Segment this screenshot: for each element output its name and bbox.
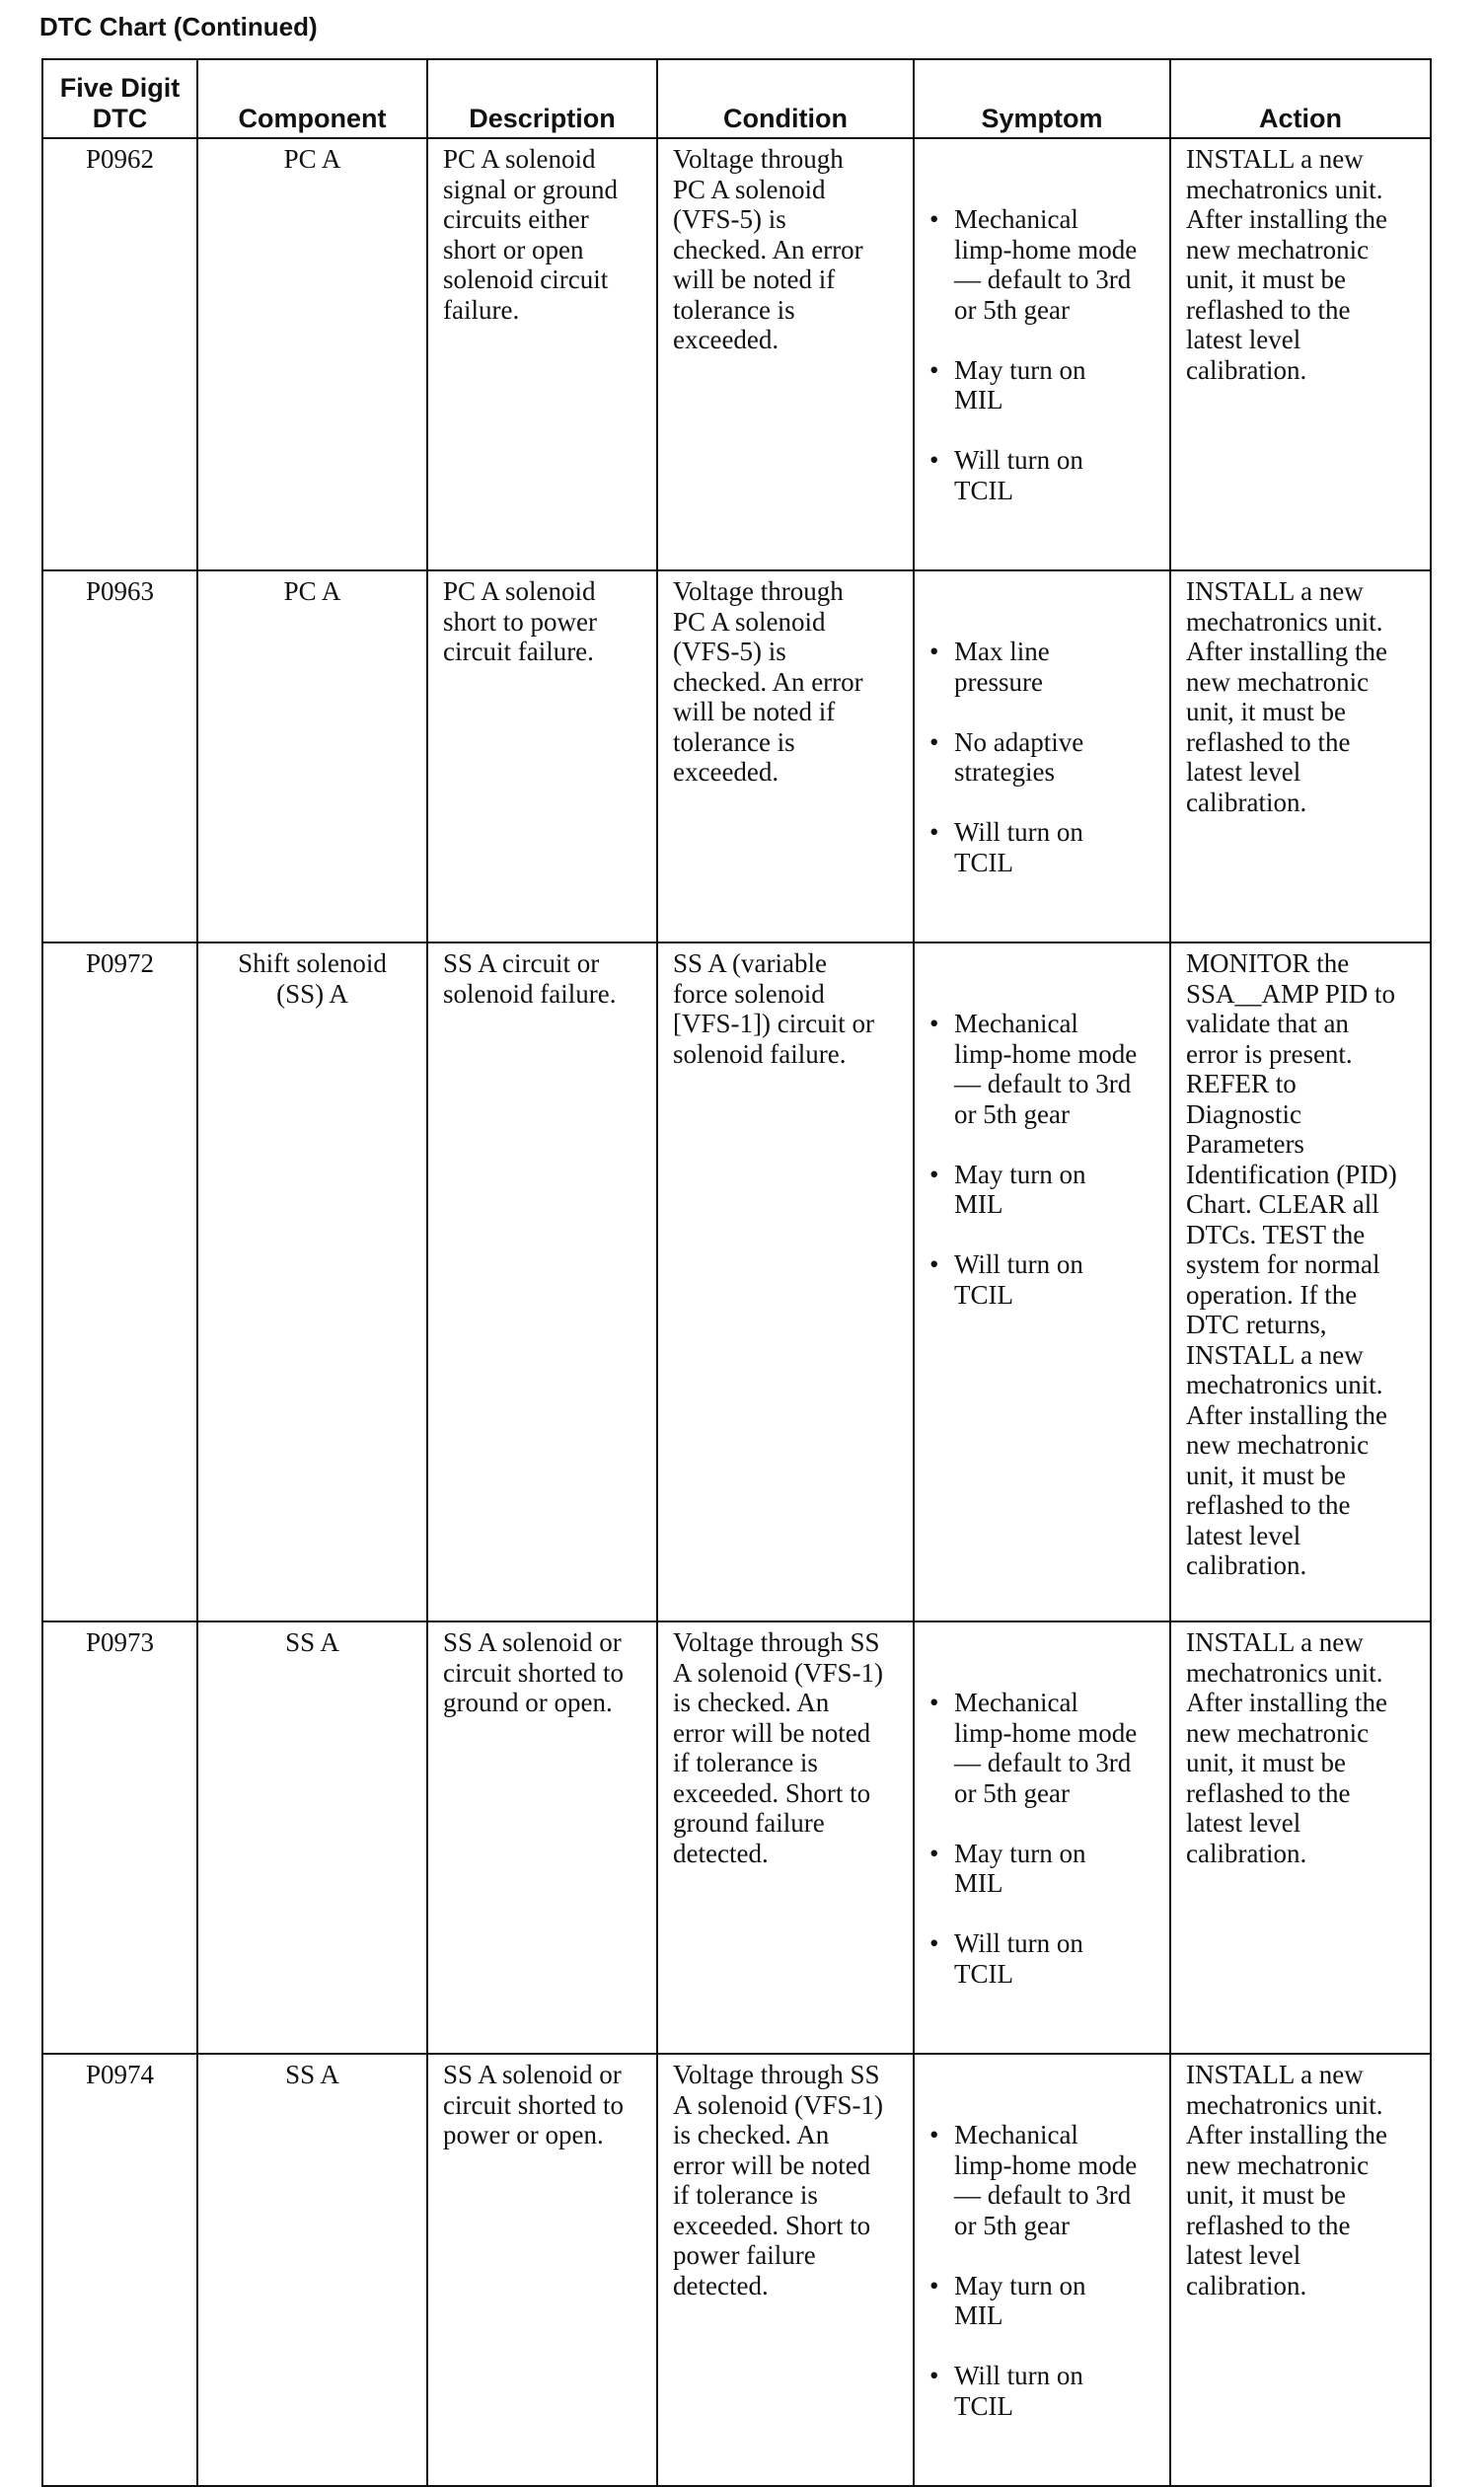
action-cell: MONITOR the SSA__AMP PID to validate that an error is present. REFER to Diagnostic Parameters Identification (PID) Chart. CLEAR all DTCs. TEST the system for normal operation. If the DTC returns, INSTALL a new mechatronics unit. After installing the new mechatronic unit, it must be reflashed to the latest level calibration. bbox=[1170, 942, 1431, 1621]
dtc-chart-table bbox=[41, 58, 1432, 2487]
symptom-list bbox=[929, 1658, 1163, 2019]
header-condition: Condition bbox=[657, 59, 914, 138]
condition-cell: Voltage through SS A solenoid (VFS-1) is checked. An error will be noted if tolerance is exceeded. Short to ground failure detected. bbox=[657, 1621, 914, 2054]
symptom-cell bbox=[914, 2054, 1170, 2486]
symptom-item: • Will turn on TCIL bbox=[929, 2361, 1083, 2421]
bullet-icon: • bbox=[929, 637, 939, 666]
dtc-code: P0973 bbox=[42, 1621, 197, 2054]
action-cell: INSTALL a new mechatronics unit. After installing the new mechatronic unit, it must be reflashed to the latest level calibration. bbox=[1170, 570, 1431, 942]
symptom-list bbox=[929, 607, 1163, 908]
component-cell: PC A bbox=[197, 570, 427, 942]
header-description: Description bbox=[427, 59, 657, 138]
symptom-item: • May turn on MIL bbox=[929, 354, 1086, 414]
dtc-code: P0962 bbox=[42, 138, 197, 570]
action-cell: INSTALL a new mechatronics unit. After installing the new mechatronic unit, it must be reflashed to the latest level calibration. bbox=[1170, 2054, 1431, 2486]
symptom-list bbox=[929, 2090, 1163, 2451]
bullet-icon: • bbox=[929, 1928, 939, 1958]
bullet-icon: • bbox=[929, 1838, 939, 1868]
symptom-cell bbox=[914, 1621, 1170, 2054]
symptom-item: • Mechanical limp-home mode — default to 3rd or 5th gear bbox=[929, 2120, 1138, 2240]
table-row bbox=[42, 570, 1431, 942]
symptom-item: • Max line pressure bbox=[929, 637, 1050, 697]
symptom-item: • May turn on MIL bbox=[929, 1838, 1086, 1898]
bullet-icon: • bbox=[929, 204, 939, 234]
symptom-item: • May turn on MIL bbox=[929, 2270, 1086, 2330]
description-cell: PC A solenoid signal or ground circuits either short or open solenoid circuit failure. bbox=[427, 138, 657, 570]
header-action: Action bbox=[1170, 59, 1431, 138]
description-cell: SS A solenoid or circuit shorted to ground or open. bbox=[427, 1621, 657, 2054]
symptom-cell bbox=[914, 942, 1170, 1621]
dtc-code: P0963 bbox=[42, 570, 197, 942]
table-row bbox=[42, 1621, 1431, 2054]
component-cell: SS A bbox=[197, 1621, 427, 2054]
header-row bbox=[42, 59, 1431, 138]
component-cell: PC A bbox=[197, 138, 427, 570]
action-cell: INSTALL a new mechatronics unit. After installing the new mechatronic unit, it must be reflashed to the latest level calibration. bbox=[1170, 1621, 1431, 2054]
bullet-icon: • bbox=[929, 445, 939, 475]
component-cell: SS A bbox=[197, 2054, 427, 2486]
bullet-icon: • bbox=[929, 1159, 939, 1189]
header-symptom: Symptom bbox=[914, 59, 1170, 138]
condition-cell: SS A (variable force solenoid [VFS-1]) circuit or solenoid failure. bbox=[657, 942, 914, 1621]
bullet-icon: • bbox=[929, 817, 939, 847]
table-row bbox=[42, 2054, 1431, 2486]
symptom-cell bbox=[914, 570, 1170, 942]
symptom-item: • May turn on MIL bbox=[929, 1159, 1086, 1219]
symptom-list bbox=[929, 979, 1163, 1340]
symptom-cell bbox=[914, 138, 1170, 570]
condition-cell: Voltage through PC A solenoid (VFS-5) is checked. An error will be noted if tolerance is exceeded. bbox=[657, 138, 914, 570]
action-cell: INSTALL a new mechatronics unit. After installing the new mechatronic unit, it must be reflashed to the latest level calibration. bbox=[1170, 138, 1431, 570]
description-cell: PC A solenoid short to power circuit failure. bbox=[427, 570, 657, 942]
dtc-code: P0974 bbox=[42, 2054, 197, 2486]
table-row bbox=[42, 138, 1431, 570]
symptom-item: • Will turn on TCIL bbox=[929, 817, 1083, 877]
bullet-icon: • bbox=[929, 726, 939, 757]
symptom-item: • Will turn on TCIL bbox=[929, 1928, 1083, 1989]
condition-cell: Voltage through PC A solenoid (VFS-5) is checked. An error will be noted if tolerance is exceeded. bbox=[657, 570, 914, 942]
header-component: Component bbox=[197, 59, 427, 138]
condition-cell: Voltage through SS A solenoid (VFS-1) is checked. An error will be noted if tolerance is exceeded. Short to power failure detected. bbox=[657, 2054, 914, 2486]
symptom-item: • Will turn on TCIL bbox=[929, 1249, 1083, 1310]
bullet-icon: • bbox=[929, 1009, 939, 1038]
symptom-list bbox=[929, 175, 1163, 536]
symptom-item: • Mechanical limp-home mode — default to 3rd or 5th gear bbox=[929, 1009, 1138, 1129]
bullet-icon: • bbox=[929, 354, 939, 385]
bullet-icon: • bbox=[929, 2270, 939, 2300]
symptom-item: • Mechanical limp-home mode — default to 3rd or 5th gear bbox=[929, 204, 1138, 325]
symptom-item: • Mechanical limp-home mode — default to 3rd or 5th gear bbox=[929, 1688, 1138, 1808]
symptom-item: • No adaptive strategies bbox=[929, 726, 1084, 787]
symptom-item: • Will turn on TCIL bbox=[929, 445, 1083, 505]
description-cell: SS A circuit or solenoid failure. bbox=[427, 942, 657, 1621]
dtc-code: P0972 bbox=[42, 942, 197, 1621]
bullet-icon: • bbox=[929, 2120, 939, 2149]
bullet-icon: • bbox=[929, 1249, 939, 1279]
description-cell: SS A solenoid or circuit shorted to power or open. bbox=[427, 2054, 657, 2486]
bullet-icon: • bbox=[929, 1688, 939, 1717]
table-row bbox=[42, 942, 1431, 1621]
component-cell: Shift solenoid (SS) A bbox=[197, 942, 427, 1621]
header-five-digit-dtc: Five Digit DTC bbox=[42, 59, 197, 138]
page-title: DTC Chart (Continued) bbox=[39, 12, 318, 41]
bullet-icon: • bbox=[929, 2361, 939, 2390]
